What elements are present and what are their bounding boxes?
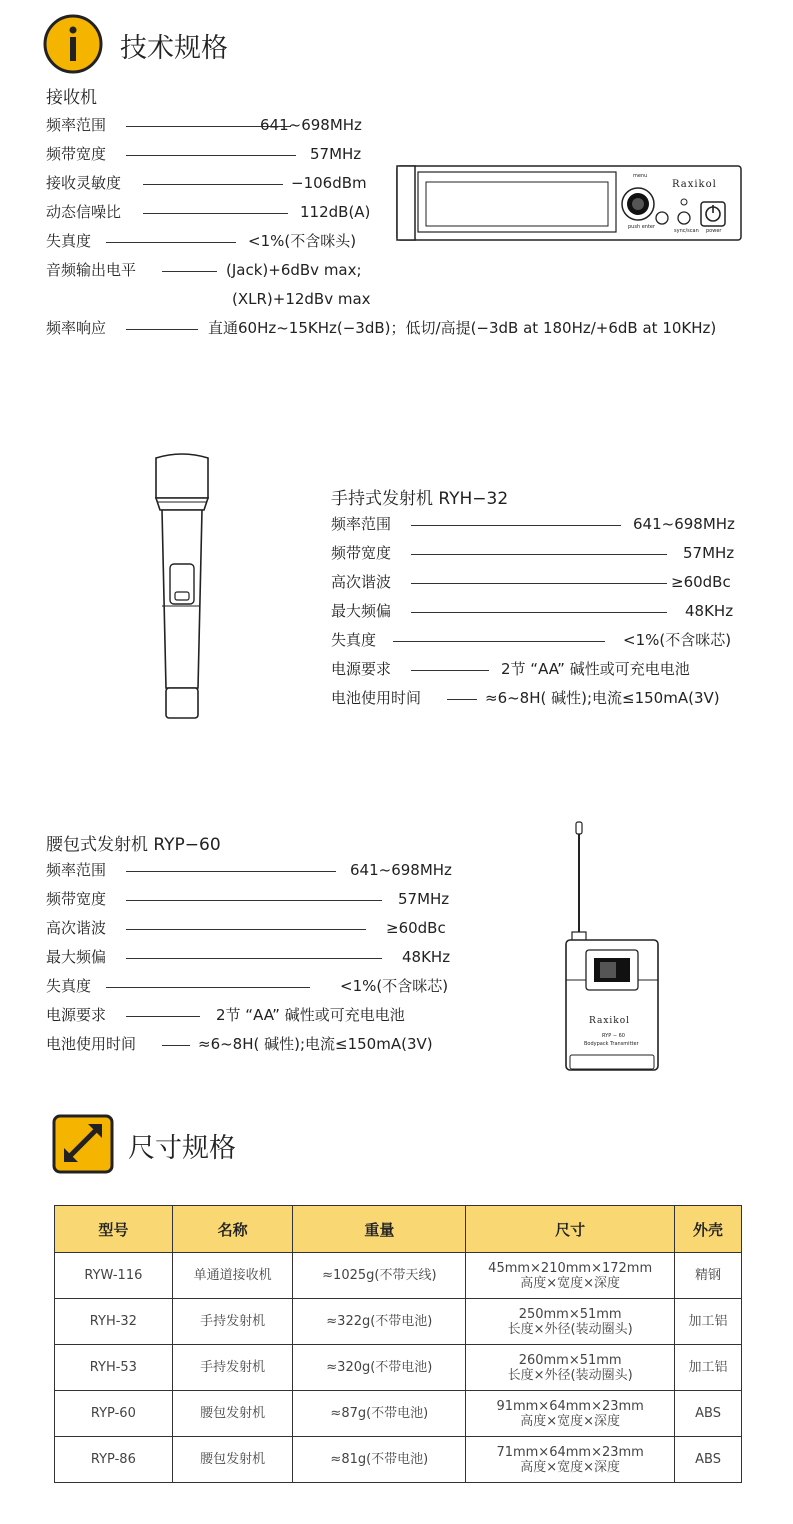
bodypack-image (562, 820, 662, 1074)
bodypack-heading: 腰包式发射机 RYP−60 (46, 835, 221, 855)
cell-model: RYH-32 (55, 1299, 173, 1345)
receiver-label-push-enter: push enter (628, 224, 656, 230)
cell-name: 腰包发射机 (172, 1437, 293, 1483)
cell-model: RYH-53 (55, 1345, 173, 1391)
tech-spec-title: 技术规格 (120, 33, 228, 64)
receiver-heading: 接收机 (46, 88, 97, 108)
cell-size: 260mm×51mm 长度×外径(装动圈头) (466, 1345, 675, 1391)
table-row (55, 1391, 742, 1437)
cell-name: 单通道接收机 (172, 1253, 293, 1299)
col-header-model: 型号 (55, 1206, 173, 1253)
cell-name: 手持发射机 (172, 1345, 293, 1391)
cell-model: RYW-116 (55, 1253, 173, 1299)
cell-shell: 精钢 (675, 1253, 742, 1299)
cell-size: 91mm×64mm×23mm 高度×宽度×深度 (466, 1391, 675, 1437)
cell-weight: ≈81g(不带电池) (293, 1437, 466, 1483)
cell-model: RYP-60 (55, 1391, 173, 1437)
receiver-label-sync-scan: sync/scan (674, 228, 699, 234)
cell-size: 71mm×64mm×23mm 高度×宽度×深度 (466, 1437, 675, 1483)
cell-shell: 加工铝 (675, 1345, 742, 1391)
dimension-spec-title: 尺寸规格 (128, 1133, 236, 1164)
table-row (55, 1253, 742, 1299)
receiver-label-menu: menu (633, 173, 648, 179)
info-icon (42, 14, 104, 74)
col-header-weight: 重量 (293, 1206, 466, 1253)
table-row (55, 1437, 742, 1483)
dimension-table (54, 1205, 742, 1483)
handheld-mic-image (150, 452, 214, 724)
bodypack-model-label: RYP − 60 (602, 1033, 625, 1039)
table-header-row (55, 1206, 742, 1253)
col-header-shell: 外壳 (675, 1206, 742, 1253)
col-header-size: 尺寸 (466, 1206, 675, 1253)
cell-weight: ≈320g(不带电池) (293, 1345, 466, 1391)
col-header-name: 名称 (172, 1206, 293, 1253)
receiver-label-power: power (706, 228, 722, 234)
cell-weight: ≈1025g(不带天线) (293, 1253, 466, 1299)
cell-name: 腰包发射机 (172, 1391, 293, 1437)
cell-size: 45mm×210mm×172mm 高度×宽度×深度 (466, 1253, 675, 1299)
cell-model: RYP-86 (55, 1437, 173, 1483)
receiver-brand: Raxikol (672, 179, 717, 190)
table-row (55, 1299, 742, 1345)
table-row (55, 1345, 742, 1391)
receiver-image (396, 164, 742, 242)
cell-name: 手持发射机 (172, 1299, 293, 1345)
cell-shell: ABS (675, 1391, 742, 1437)
resize-arrow-icon (52, 1114, 114, 1174)
cell-shell: 加工铝 (675, 1299, 742, 1345)
cell-weight: ≈322g(不带电池) (293, 1299, 466, 1345)
handheld-heading: 手持式发射机 RYH−32 (331, 489, 509, 509)
bodypack-brand: Raxikol (589, 1016, 631, 1026)
cell-weight: ≈87g(不带电池) (293, 1391, 466, 1437)
cell-shell: ABS (675, 1437, 742, 1483)
bodypack-type-label: Bodypack Transmitter (584, 1041, 639, 1047)
cell-size: 250mm×51mm 长度×外径(装动圈头) (466, 1299, 675, 1345)
